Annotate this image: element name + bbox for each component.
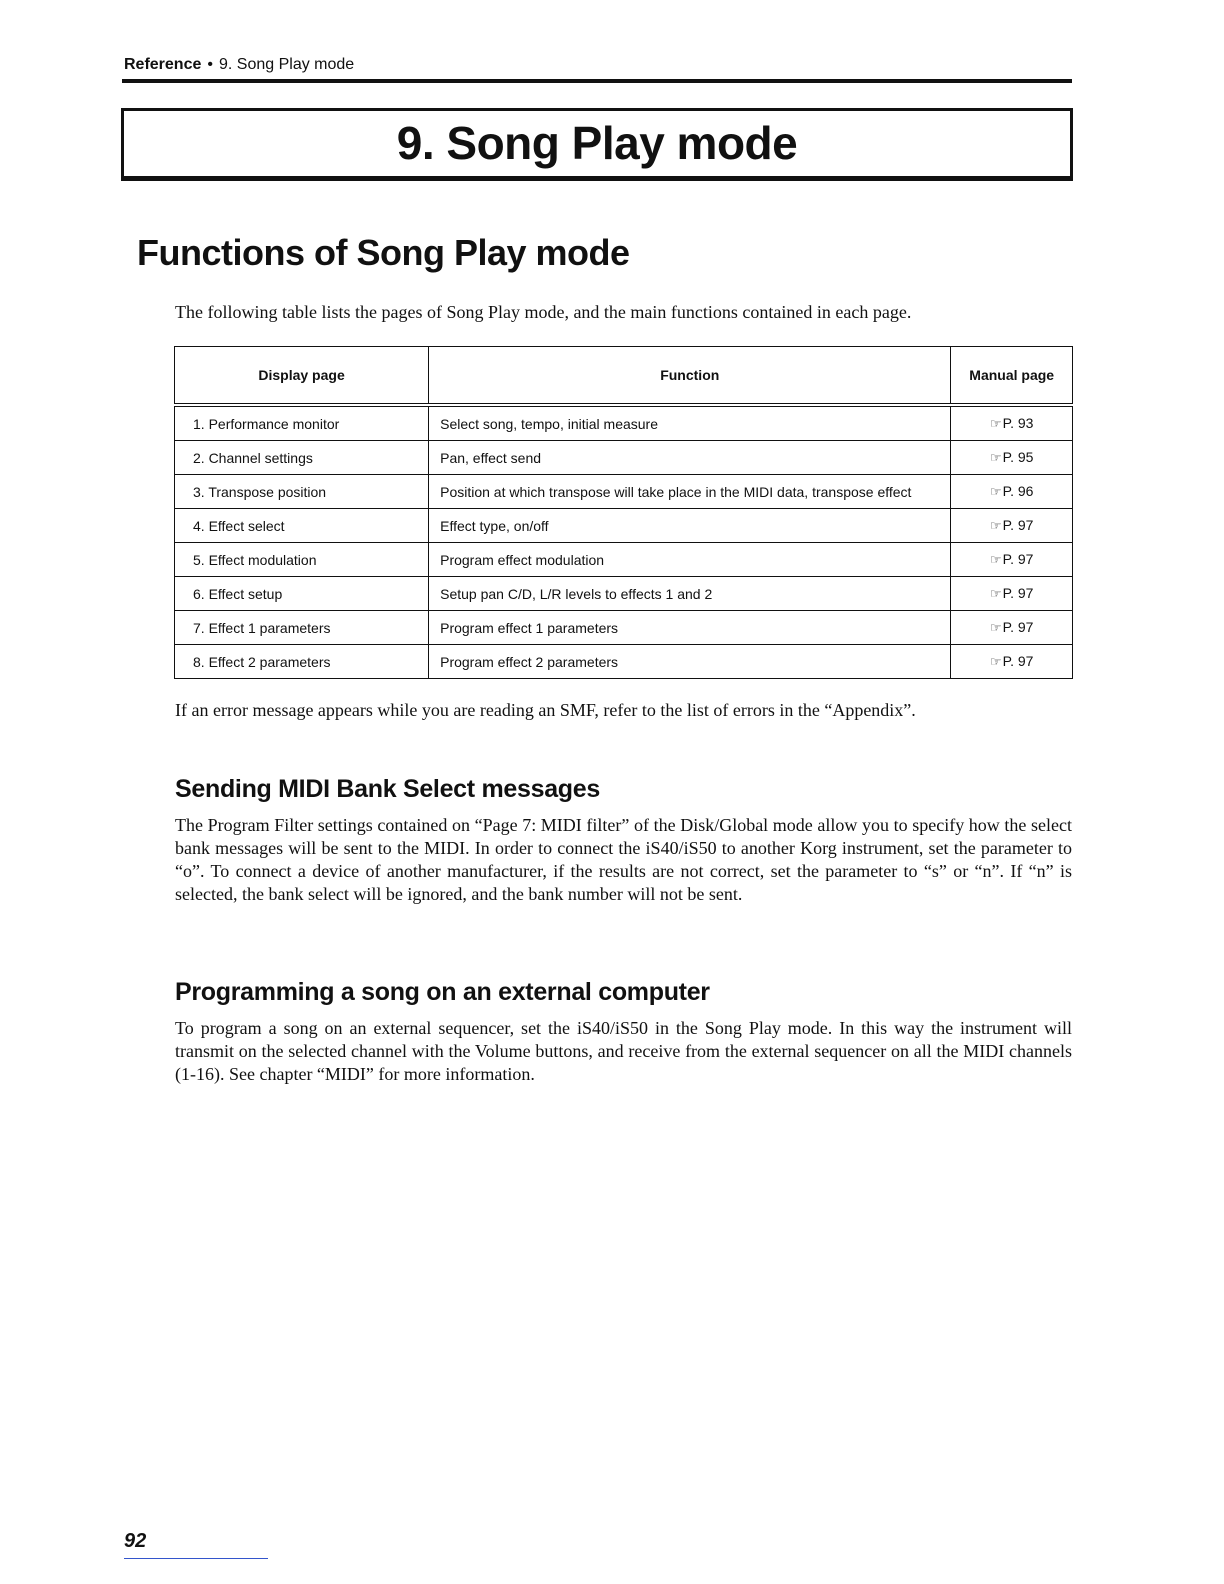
- cell-display-page: 7. Effect 1 parameters: [175, 611, 429, 645]
- pointing-hand-icon: ☞: [989, 654, 1002, 669]
- cell-function: Position at which transpose will take place in the MIDI data, transpose effect: [429, 475, 951, 509]
- table-row: [175, 441, 1073, 475]
- manual-page-ref: P. 97: [1002, 619, 1034, 635]
- table-row: [175, 405, 1073, 441]
- pointing-hand-icon: ☞: [989, 620, 1002, 635]
- cell-function: Setup pan C/D, L/R levels to effects 1 and 2: [429, 577, 951, 611]
- manual-page-ref: P. 97: [1002, 653, 1034, 669]
- cell-display-page: 2. Channel settings: [175, 441, 429, 475]
- pointing-hand-icon: ☞: [989, 518, 1002, 533]
- header-rule: [122, 79, 1072, 83]
- manual-page-ref: P. 95: [1002, 449, 1034, 465]
- cell-manual-page: [951, 611, 1073, 645]
- paragraph-external-computer: To program a song on an external sequencer, set the iS40/iS50 in the Song Play mode. In this way the instrument will transmit on the selected channel with the Volume buttons, and receive from the external sequencer on all the MIDI channels (1-16). See chapter “MIDI” for more information.: [175, 1018, 1072, 1084]
- subsection-title-bank-select: Sending MIDI Bank Select messages: [175, 775, 600, 803]
- pointing-hand-icon: ☞: [989, 552, 1002, 567]
- manual-page-ref: P. 97: [1002, 585, 1034, 601]
- cell-display-page: 1. Performance monitor: [175, 405, 429, 441]
- cell-manual-page: [951, 509, 1073, 543]
- pointing-hand-icon: ☞: [989, 484, 1002, 499]
- manual-page-ref: P. 97: [1002, 517, 1034, 533]
- pointing-hand-icon: ☞: [989, 416, 1002, 431]
- cell-manual-page: [951, 441, 1073, 475]
- cell-function: Pan, effect send: [429, 441, 951, 475]
- error-note: If an error message appears while you are reading an SMF, refer to the list of errors in the “Appendix”.: [175, 700, 916, 720]
- header-manual-page: Manual page: [951, 347, 1073, 406]
- cell-function: Select song, tempo, initial measure: [429, 405, 951, 441]
- cell-display-page: 6. Effect setup: [175, 577, 429, 611]
- cell-function: Program effect modulation: [429, 543, 951, 577]
- chapter-title: 9. Song Play mode: [396, 117, 798, 169]
- chapter-title-box: [121, 108, 1073, 181]
- subsection-title-external-computer: Programming a song on an external computer: [175, 978, 710, 1006]
- page-number: 92: [124, 1530, 147, 1552]
- manual-page-ref: P. 93: [1002, 415, 1034, 431]
- cell-function: Program effect 1 parameters: [429, 611, 951, 645]
- header-function: Function: [429, 347, 951, 406]
- cell-function: Effect type, on/off: [429, 509, 951, 543]
- manual-page-ref: P. 97: [1002, 551, 1034, 567]
- cell-display-page: 8. Effect 2 parameters: [175, 645, 429, 679]
- table-row: [175, 645, 1073, 679]
- manual-page-ref: P. 96: [1002, 483, 1034, 499]
- pointing-hand-icon: ☞: [989, 450, 1002, 465]
- cell-manual-page: [951, 543, 1073, 577]
- cell-display-page: 5. Effect modulation: [175, 543, 429, 577]
- table-row: [175, 509, 1073, 543]
- cell-manual-page: [951, 475, 1073, 509]
- paragraph-bank-select: The Program Filter settings contained on “Page 7: MIDI filter” of the Disk/Global mode allow you to specify how the select bank messages will be sent to the MIDI. In order to connect the iS40/iS50 to another Korg instrument, set the parameter to “o”. To connect a device of another manufacturer, if the results are not correct, set the parameter to “s” or “n”. If “n” is selected, the bank select will be ignored, and the bank number will not be sent.: [175, 815, 1072, 904]
- table-row: [175, 577, 1073, 611]
- intro-paragraph: The following table lists the pages of Song Play mode, and the main functions contained in each page.: [175, 302, 912, 322]
- cell-manual-page: [951, 577, 1073, 611]
- cell-display-page: 3. Transpose position: [175, 475, 429, 509]
- footer-rule: [124, 1558, 268, 1559]
- pointing-hand-icon: ☞: [989, 586, 1002, 601]
- header-display-page: Display page: [175, 347, 429, 406]
- table-row: [175, 543, 1073, 577]
- running-head-section: Reference: [124, 56, 202, 73]
- cell-manual-page: [951, 645, 1073, 679]
- table-row: [175, 611, 1073, 645]
- functions-table: [174, 346, 1073, 679]
- running-head: [124, 56, 354, 74]
- running-head-bullet: •: [207, 56, 213, 73]
- cell-function: Program effect 2 parameters: [429, 645, 951, 679]
- cell-manual-page: [951, 405, 1073, 441]
- table-header-row: [175, 347, 1073, 406]
- section-title: Functions of Song Play mode: [137, 232, 630, 273]
- table-row: [175, 475, 1073, 509]
- cell-display-page: 4. Effect select: [175, 509, 429, 543]
- running-head-chapter: 9. Song Play mode: [218, 56, 355, 73]
